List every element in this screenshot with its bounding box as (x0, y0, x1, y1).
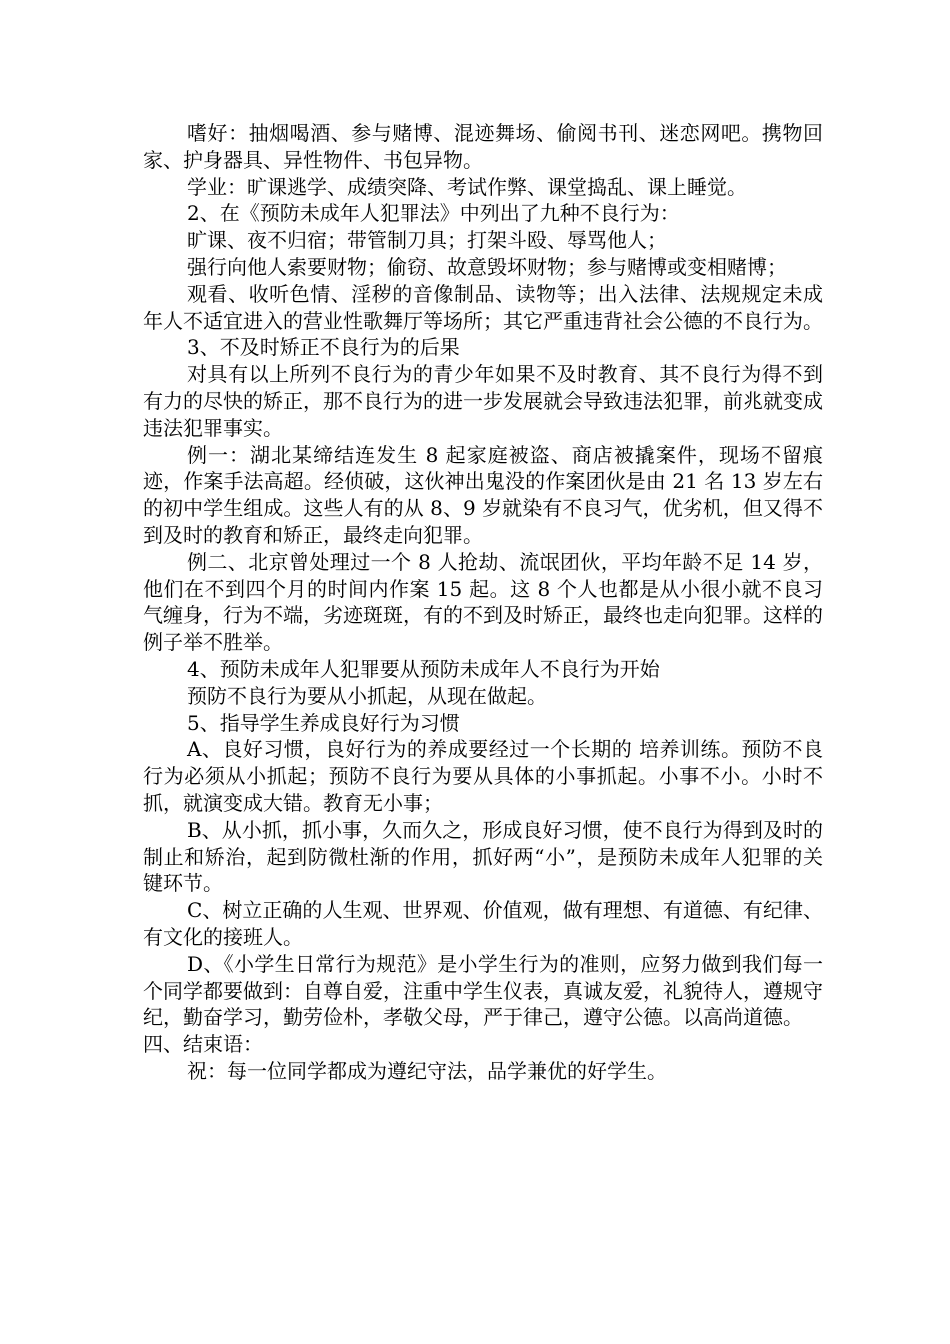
paragraph-example-2: 例二、北京曾处理过一个 8 人抢劫、流氓团伙，平均年龄不足 14 岁，他们在不到四个月的时间内作案 15 起。这 8 个人也都是从小很小就不良习气缠身，行为不端，劣迹斑斑，有的不到及时矫正，最终也走向犯罪。这样的例子举不胜举。 (143, 549, 823, 655)
document-body (143, 120, 823, 1085)
section-heading-5: 5、指导学生养成良好行为习惯 (187, 710, 460, 735)
section-heading-3: 3、不及时矫正不良行为的后果 (187, 335, 460, 360)
section-heading-2: 2、在《预防未成年人犯罪法》中列出了九种不良行为： (187, 201, 680, 226)
paragraph-studies: 学业：旷课逃学、成绩突降、考试作弊、课堂捣乱、课上睡觉。 (187, 174, 747, 199)
paragraph-point-c: C、树立正确的人生观、世界观、价值观，做有理想、有道德、有纪律、有文化的接班人。 (143, 898, 823, 949)
paragraph-bad-behaviors-3: 观看、收听色情、淫秽的音像制品、读物等；出入法律、法规规定未成年人不适宜进入的营业性歌舞厅等场所；其它严重违背社会公德的不良行为。 (143, 281, 823, 333)
paragraph-bad-behaviors-2: 强行向他人索要财物；偷窃、故意毁坏财物；参与赌博或变相赌博； (187, 254, 787, 279)
section-heading-4: 4、预防未成年人犯罪要从预防未成年人不良行为开始 (187, 656, 660, 681)
section-heading-conclusion: 四、结束语： (143, 1032, 263, 1057)
paragraph-bad-behaviors-1: 旷课、夜不归宿；带管制刀具；打架斗殴、辱骂他人； (187, 228, 667, 253)
paragraph-hobbies: 嗜好：抽烟喝酒、参与赌博、混迹舞场、偷阅书刊、迷恋网吧。携物回家、护身器具、异性物件、书包异物。 (143, 121, 823, 172)
paragraph-point-a: A、良好习惯，良好行为的养成要经过一个长期的 培养训练。预防不良行为必须从小抓起；预防不良行为要从具体的小事抓起。小事不小。小时不抓，就演变成大错。教育无小事； (143, 737, 823, 815)
paragraph-closing-wish: 祝：每一位同学都成为遵纪守法，品学兼优的好学生。 (187, 1058, 667, 1083)
paragraph-consequences: 对具有以上所列不良行为的青少年如果不及时教育、其不良行为得不到有力的尽快的矫正，那不良行为的进一步发展就会导致违法犯罪，前兆就变成违法犯罪事实。 (143, 362, 823, 440)
paragraph-point-d: D、《小学生日常行为规范》是小学生行为的准则，应努力做到我们每一个同学都要做到：自尊自爱，注重中学生仪表，真诚友爱，礼貌待人，遵规守纪，勤奋学习，勤劳俭朴，孝敬父母，严于律己，遵守公德。以高尚道德。 (143, 951, 823, 1030)
paragraph-point-b: B、从小抓，抓小事，久而久之，形成良好习惯，使不良行为得到及时的制止和矫治，起到防微杜渐的作用，抓好两“小”，是预防未成年人犯罪的关键环节。 (143, 817, 823, 896)
paragraph-example-1: 例一：湖北某缔结连发生 8 起家庭被盗、商店被撬案件，现场不留痕迹，作案手法高超。经侦破，这伙神出鬼没的作案团伙是由 21 名 13 岁左右的初中学生组成。这些人有的从 8、9 岁就染有不良习气，优劣机，但又得不到及时的教育和矫正，最终走向犯罪。 (143, 442, 823, 547)
paragraph-prevention: 预防不良行为要从小抓起，从现在做起。 (187, 683, 547, 708)
